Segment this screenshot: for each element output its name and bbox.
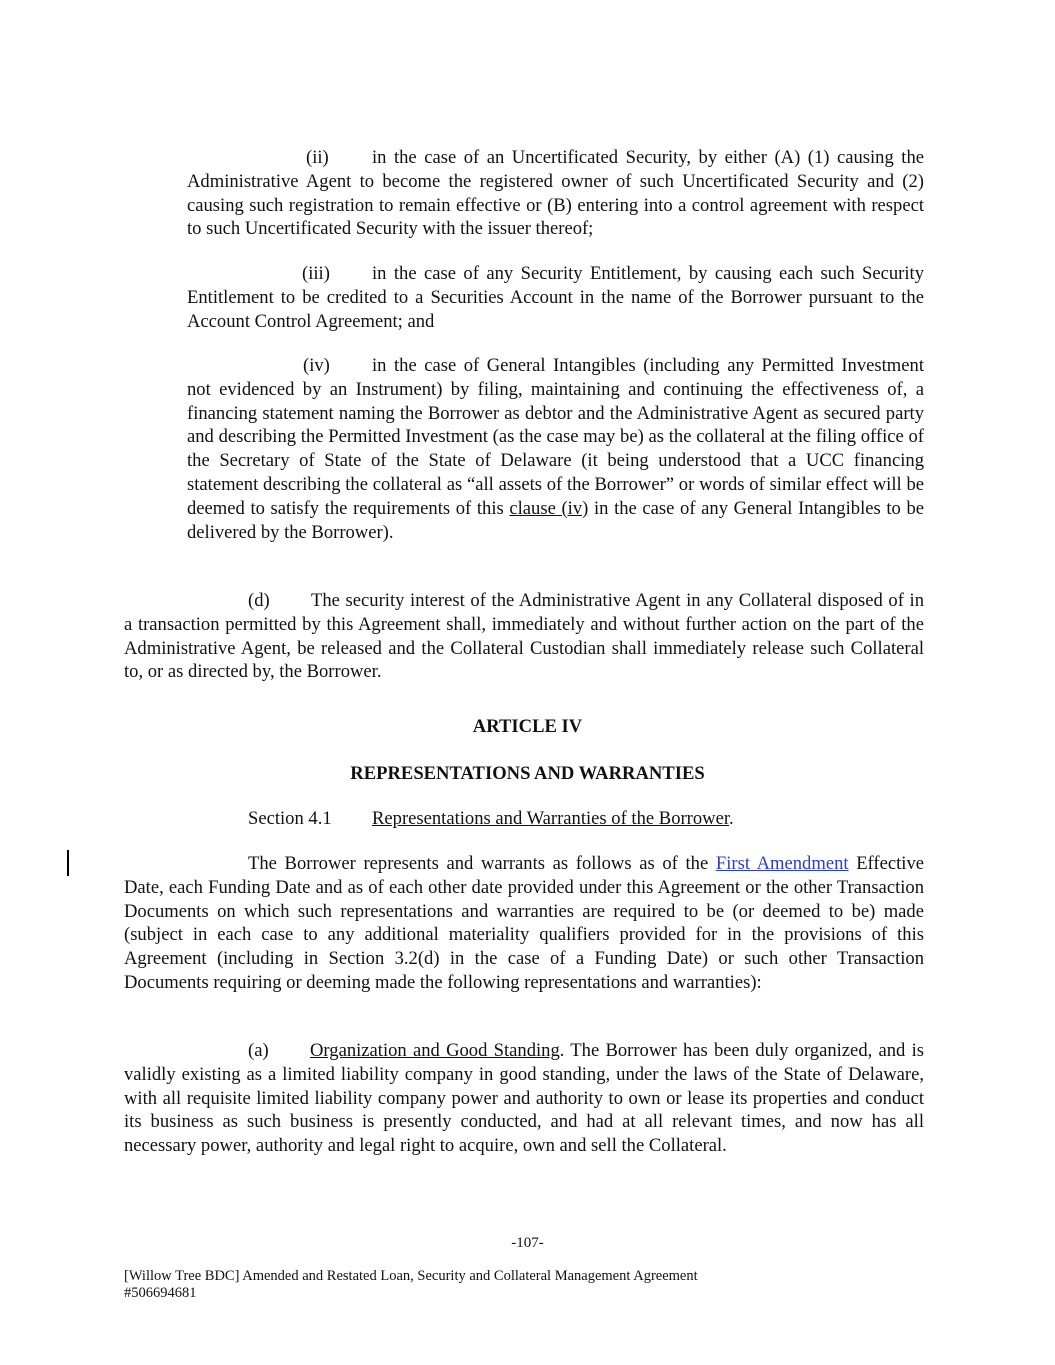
clause-iv <box>187 354 924 544</box>
section-intro-paragraph <box>124 852 924 995</box>
clause-iv-text-part1: in the case of General Intangibles (including any Permitted Investment not evidenced by an Instrument) by filing, maintaining and continuing the effectiveness of, a financing statement naming the Borrower as debtor and the Administrative Agent as secured party and describing the Permitted Investment (as the case may be) as the collateral at the filing office of the Secretary of State of the State of Delaware (it being understood that a UCC financing statement describing the collateral as “all assets of the Borrower” or words of similar effect will be deemed to satisfy the requirements of this <box>187 355 924 519</box>
paragraph-d <box>124 589 924 684</box>
clause-iii <box>187 262 924 333</box>
clause-iii-number: (iii) <box>302 263 330 284</box>
footer-title: [Willow Tree BDC] Amended and Restated Loan, Security and Collateral Management Agreement <box>124 1268 698 1284</box>
item-a-number: (a) <box>248 1040 269 1061</box>
article-title: ARTICLE IV <box>472 716 583 737</box>
clause-ii-number: (ii) <box>306 147 329 168</box>
clause-iii-text: in the case of any Security Entitlement, by causing each such Security Entitlement to be credited to a Securities Account in the name of the Borrower pursuant to the Account Control Agreement; and <box>187 263 924 332</box>
first-amendment-link[interactable]: First Amendment <box>715 853 849 874</box>
section-heading <box>248 807 734 831</box>
paragraph-d-text: The security interest of the Administrative Agent in any Collateral disposed of in a transaction permitted by this Agreement shall, immediately and without further action on the part of the Administrative Agent, be released and the Collateral Custodian shall immediately release such Collateral to, or as directed by, the Borrower. <box>124 590 924 683</box>
clause-iv-text-part2: in the case of any General Intangibles to be delivered by the Borrower). <box>187 497 924 543</box>
footer-document-id: #506694681 <box>124 1285 197 1301</box>
intro-text-part1: The Borrower represents and warrants as follows as of the <box>248 853 709 874</box>
item-a-title: Organization and Good Standing <box>310 1040 560 1061</box>
item-a-paragraph <box>124 1039 924 1158</box>
clause-iv-reference: clause (iv) <box>509 497 589 519</box>
clause-ii-text: in the case of an Uncertificated Security, by either (A) (1) causing the Administrative Agent to become the registered owner of such Uncertificated Security and (2) causing such registration to remain effective or (B) entering into a control agreement with respect to such Uncertificated Security with the issuer thereof; <box>187 147 924 240</box>
page-number: -107- <box>511 1235 544 1251</box>
paragraph-d-number: (d) <box>248 590 270 611</box>
intro-text-part2: Effective Date, each Funding Date and as of each other date provided under this Agreement or the other Transaction Documents on which such representations and warranties are required to be (or deemed to be) made (subject in each case to any additional materiality qualifiers provided for in the provisions of this Agreement (including in Section 3.2(d) in the case of a Funding Date) or such other Transaction Documents requiring or deeming made the following representations and warranties): <box>124 853 924 993</box>
article-subtitle: REPRESENTATIONS AND WARRANTIES <box>350 763 705 784</box>
document-footer <box>124 1268 698 1302</box>
revision-change-bar <box>67 850 69 876</box>
clause-ii <box>187 146 924 241</box>
item-a-text: . The Borrower has been duly organized, and is validly existing as a limited liability company in good standing, under the laws of the State of Delaware, with all requisite limited liability company power and authority to own or lease its properties and conduct its business as such business is presently conducted, and had at all relevant times, and now has all necessary power, authority and legal right to acquire, own and sell the Collateral. <box>124 1040 924 1157</box>
section-title: Representations and Warranties of the Borrower <box>372 808 730 829</box>
clause-iv-number: (iv) <box>303 355 330 376</box>
section-title-period: . <box>729 808 734 829</box>
section-number: Section 4.1 <box>248 808 332 829</box>
